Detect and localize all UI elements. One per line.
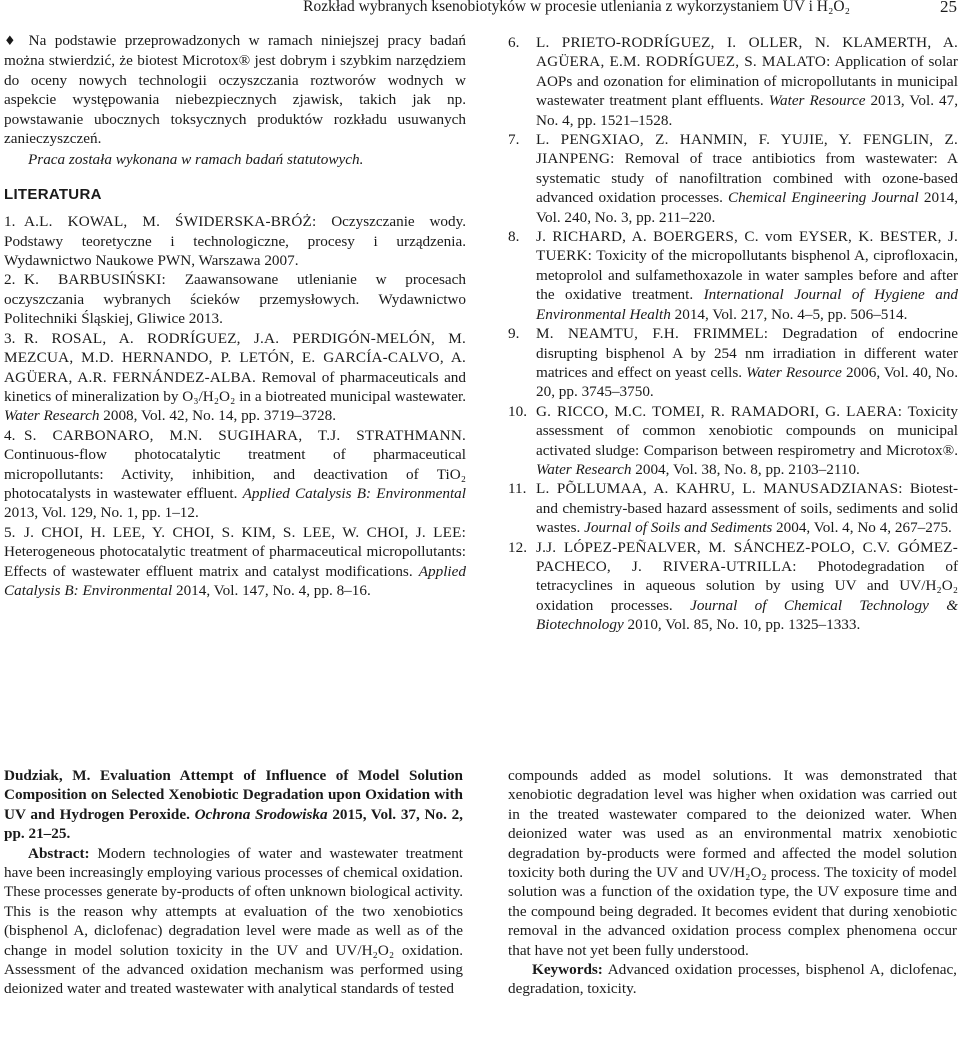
- keywords-paragraph: [508, 960, 957, 999]
- reference-title: Continuous-flow photocatalytic treatment of pharmaceutical micropollutants: Activity, inhibition, and deactivation of TiO₂ photocatalysts in wastewater effluent.: [4, 446, 466, 502]
- reference-journal: Water Resource: [746, 363, 842, 381]
- reference-authors: K. BARBUSIŃSKI:: [24, 271, 166, 289]
- citation-journal: Ochrona Srodowiska: [194, 805, 328, 823]
- reference-title: Toxicity of the micropollutants bisphenol A, ciprofloxacin, metoprolol and sulfamethoxazole in water samples before and after the oxidative treatment.: [536, 247, 958, 304]
- reference-number: 7.: [508, 131, 520, 149]
- abstract-body-left: Modern technologies of water and wastewater treatment have been increasingly employing various processes of chemical oxidation. These processes generate by-products of often unknown biological activity. This is the reason why attempts at evaluation of the two xenobiotics (bisphenol A, diclofenac) degradation level were made as well as of the change in model solution toxicity in the UV and UV/H₂O₂ oxidation. Assessment of the advanced oxidation mechanism was performed using deionized water and treated wastewater with analytical standards of tested: [4, 844, 464, 998]
- reference-authors: L. PRIETO-RODRÍGUEZ, I. OLLER, N. KLAMERTH, A. AGÜERA, E.M. RODRÍGUEZ, S. MALATO:: [536, 34, 958, 71]
- reference-number: 9.: [508, 325, 520, 343]
- reference-journal: Applied Catalysis B: Environmental: [4, 562, 466, 599]
- abstract-left-column: [4, 766, 463, 999]
- literature-heading: LITERATURA: [4, 185, 102, 203]
- reference-journal: Chemical Engineering Journal: [728, 189, 919, 207]
- reference-item: [4, 212, 466, 270]
- running-header: [0, 0, 960, 22]
- reference-item: [508, 402, 958, 480]
- reference-item: [4, 270, 466, 328]
- reference-details: 2008, Vol. 42, No. 14, pp. 3719–3728.: [103, 407, 337, 425]
- reference-list-right: [508, 33, 958, 635]
- reference-item: [4, 426, 466, 523]
- reference-details: 2010, Vol. 85, No. 10, pp. 1325–1333.: [627, 616, 861, 634]
- reference-title: Heterogeneous photocatalytic treatment of pharmaceutical micropollutants: Effects of wastewater effluent matrix and catalyst modifications.: [4, 543, 466, 580]
- reference-authors: L. PÕLLUMAA, A. KAHRU, L. MANUSADZIANAS:: [536, 480, 903, 498]
- reference-title: Biotest- and chemistry-based hazard assessment of soils, sediments and solid wastes.: [536, 480, 959, 537]
- reference-item: [508, 227, 958, 324]
- reference-number: 11.: [508, 480, 527, 498]
- abstract-label: Abstract:: [28, 844, 90, 862]
- reference-title: Removal of trace antibiotics from wastewater: A systematic study of nanofiltration combined with ozone-based advanced oxidation processes.: [536, 150, 958, 207]
- reference-authors: J.J. LÓPEZ-PEÑALVER, M. SÁNCHEZ-POLO, C.V. GÓMEZ-PACHECO, J. RIVERA-UTRILLA:: [536, 538, 958, 575]
- reference-title: Oczyszczanie wody. Podstawy teoretyczne i technologiczne, procesy i urządzenia. Wydawnictwo Naukowe PWN, Warszawa 2007.: [4, 213, 466, 270]
- reference-title: Removal of pharmaceuticals and kinetics of mineralization by O₃/H₂O₂ in a biotreated municipal wastewater.: [4, 368, 466, 405]
- reference-number: 2.: [4, 271, 16, 289]
- reference-journal: Water Research: [536, 460, 632, 478]
- citation-authors: Dudziak, M.: [4, 767, 91, 784]
- conclusion-text: Na podstawie przeprowadzonych w ramach niniejszej pracy badań można stwierdzić, że biotest Microtox® jest dobrym i szybkim narzędziem do oceny nowych technologii oczyszczania roztworów wodnych w aspekcie występowania niebezpiecznych zjawisk, takich jak np. powstawanie ubocznych toksycznych produktów rozkładu usuwanych zanieczyszczeń.: [4, 32, 467, 148]
- reference-details: 2013, Vol. 129, No. 1, pp. 1–12.: [4, 504, 199, 522]
- abstract-body-right: compounds added as model solutions. It was demonstrated that xenobiotic degradation level was higher when oxidation was carried out in the treated wastewater compared to the deionized water. When deionized water was used as an environmental matrix xenobiotic degradation by-products were formed and affected the model solution toxicity both during the UV and UV/H₂O₂ process. The toxicity of model solution was a function of the oxidation type, the UV exposure time and the compound being degraded. It becomes evident that during xenobiotic removal in the advanced oxidation process complex phenomena occur that have not yet been fully understood.: [508, 767, 957, 959]
- reference-authors: A.L. KOWAL, M. ŚWIDERSKA-BRÓŻ:: [24, 213, 317, 231]
- page-number: 25: [940, 0, 957, 16]
- reference-item: [508, 479, 958, 537]
- reference-details: 2014, Vol. 240, No. 3, pp. 211–220.: [536, 189, 959, 226]
- reference-authors: R. ROSAL, A. RODRÍGUEZ, J.A. PERDIGÓN-MELÓN, M. MEZCUA, M.D. HERNANDO, P. LETÓN, E. GARCÍA-CALVO, A. AGÜERA, A.R. FERNÁNDEZ-ALBA.: [4, 329, 466, 386]
- abstract-right-column: [508, 766, 957, 999]
- reference-title: Photodegradation of tetracyclines in aqueous solution by using UV and UV/H₂O₂ oxidation processes.: [536, 557, 958, 614]
- reference-details: 2014, Vol. 147, No. 4, pp. 8–16.: [175, 581, 371, 599]
- reference-title: Application of solar AOPs and ozonation for elimination of micropollutants in municipal wastewater treatment plant effluents.: [536, 53, 958, 110]
- citation-details: 2015, Vol. 37, No. 2, pp. 21–25.: [4, 805, 463, 843]
- reference-item: [508, 33, 958, 130]
- reference-item: [508, 538, 958, 635]
- reference-item: [508, 324, 958, 402]
- right-column-top: [508, 33, 958, 635]
- funding-note: Praca została wykonana w ramach badań statutowych.: [28, 151, 364, 169]
- reference-list-left: [4, 212, 466, 600]
- reference-authors: S. CARBONARO, M.N. SUGIHARA, T.J. STRATHMANN.: [24, 426, 466, 444]
- reference-item: [4, 523, 466, 601]
- reference-number: 8.: [508, 228, 520, 246]
- conclusion-paragraph: [4, 31, 466, 148]
- reference-number: 4.: [4, 426, 16, 444]
- reference-journal: Journal of Chemical Technology & Biotechnology: [536, 596, 959, 634]
- reference-number: 3.: [4, 329, 16, 347]
- reference-item: [508, 130, 958, 227]
- reference-journal: Applied Catalysis B: Environmental: [242, 484, 466, 502]
- reference-details: 2006, Vol. 40, No. 20, pp. 3745–3750.: [536, 363, 959, 401]
- abstract-text-left: [4, 844, 463, 999]
- citation-title: Evaluation Attempt of Influence of Model Solution Composition on Selected Xenobiotic Degradation upon Oxidation with UV and Hydrogen Peroxide.: [4, 767, 463, 823]
- reference-journal: Water Research: [4, 407, 100, 425]
- keywords-text: Advanced oxidation processes, bisphenol A, diclofenac, degradation, toxicity.: [508, 961, 957, 998]
- reference-number: 12.: [508, 538, 527, 556]
- reference-authors: J. CHOI, H. LEE, Y. CHOI, S. KIM, S. LEE, W. CHOI, J. LEE:: [24, 523, 466, 541]
- reference-title: Zaawansowane utlenianie w procesach oczyszczania wybranych ścieków przemysłowych. Wydawnictwo Politechniki Śląskiej, Gliwice 2013.: [4, 271, 466, 328]
- reference-number: 10.: [508, 402, 527, 420]
- reference-details: 2004, Vol. 38, No. 8, pp. 2103–2110.: [635, 460, 860, 478]
- reference-title: Toxicity assessment of common xenobiotic compounds on municipal activated sludge: Comparison between respirometry and Microtox®.: [536, 402, 958, 459]
- reference-number: 6.: [508, 34, 520, 51]
- reference-authors: G. RICCO, M.C. TOMEI, R. RAMADORI, G. LAERA:: [536, 402, 903, 420]
- reference-journal: International Journal of Hygiene and Environmental Health: [536, 286, 959, 323]
- abstract-citation: [4, 766, 463, 844]
- reference-number: 5.: [4, 523, 16, 541]
- reference-authors: J. RICHARD, A. BOERGERS, C. vom EYSER, K. BESTER, J. TUERK:: [536, 228, 958, 265]
- reference-journal: Water Resource: [768, 92, 866, 110]
- diamond-bullet-icon: ♦: [4, 34, 21, 49]
- reference-authors: M. NEAMTU, F.H. FRIMMEL:: [536, 325, 769, 343]
- keywords-label: Keywords:: [532, 961, 603, 979]
- reference-details: 2013, Vol. 47, No. 4, pp. 1521–1528.: [536, 92, 958, 129]
- reference-authors: L. PENGXIAO, Z. HANMIN, F. YUJIE, Y. FENGLIN, Z. JIANPENG:: [536, 131, 958, 168]
- reference-details: 2014, Vol. 217, No. 4–5, pp. 506–514.: [674, 305, 908, 323]
- reference-item: [4, 329, 466, 426]
- running-title: Rozkład wybranych ksenobiotyków w procesie utleniania z wykorzystaniem UV i H₂O₂: [303, 0, 850, 15]
- reference-details: 2004, Vol. 4, No 4, 267–275.: [776, 519, 952, 537]
- reference-title: Degradation of endocrine disrupting bisphenol A by 254 nm irradiation in different water matrices and effect on yeast cells.: [536, 325, 958, 381]
- reference-number: 1.: [4, 213, 16, 231]
- left-column-top: [4, 31, 466, 600]
- reference-journal: Journal of Soils and Sediments: [584, 519, 773, 537]
